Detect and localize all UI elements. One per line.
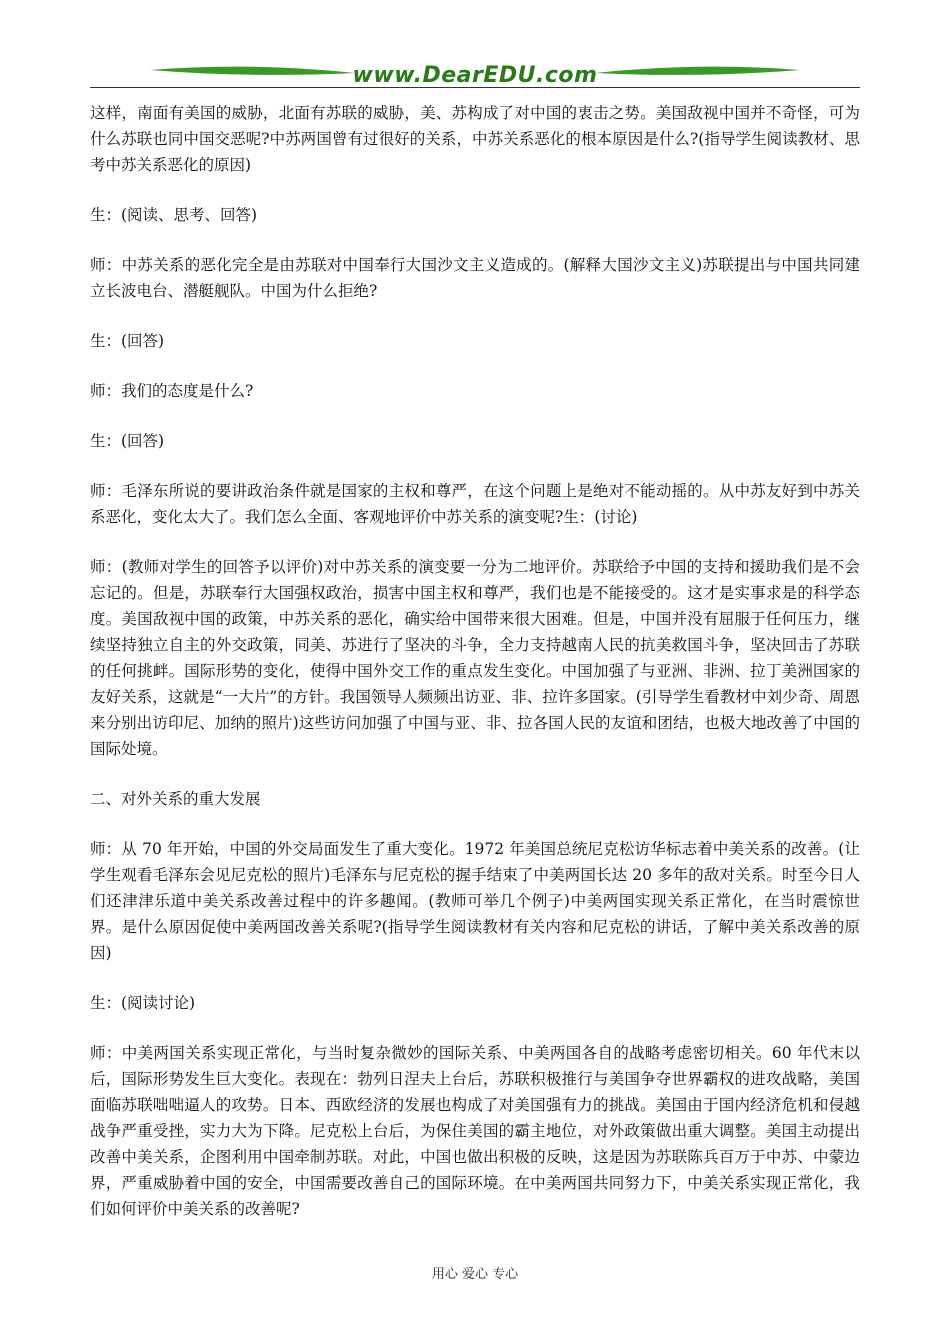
page-footer: 用心 爱心 专心 [431,1267,519,1282]
site-logo-text[interactable]: www.DearEDU.com [352,63,598,88]
paragraph-11: 生：(阅读讨论) [90,994,196,1012]
paragraph-6: 生：(回答) [90,432,165,450]
paragraph-5: 师：我们的态度是什么? [90,382,254,400]
paragraph-1: 这样，南面有美国的威胁，北面有苏联的威胁，美、苏构成了对中国的衷击之势。美国敌视中国并不奇怪，可为什么苏联也同中国交恶呢?中苏两国曾有过很好的关系，中苏关系恶化的根本原因是什么?(指导学生阅读教材、思考中苏关系恶化的原因) [90,104,860,174]
header-divider [90,87,860,88]
paragraph-2: 生：(阅读、思考、回答) [90,206,258,224]
paragraph-8: 师：(教师对学生的回答予以评价)对中苏关系的演变要一分为二地评价。苏联给予中国的支持和援助我们是不会忘记的。但是，苏联奉行大国强权政治，损害中国主权和尊严，我们也是不能接受的。这才是实事求是的科学态度。美国敌视中国的政策，中苏关系的恶化，确实给中国带来很大困难。但是，中国并没有屈服于任何压力，继续坚持独立自主的外交政策，同美、苏进行了坚决的斗争，全力支持越南人民的抗美救国斗争，坚决回击了苏联的任何挑衅。国际形势的变化，使得中国外交工作的重点发生变化。中国加强了与亚洲、非洲、拉丁美洲国家的友好关系，这就是“一大片”的方针。我国领导人频频出访亚、非、拉许多国家。(引导学生看教材中刘少奇、周恩来分别出访印尼、加纳的照片)这些访问加强了中国与亚、非、拉各国人民的友谊和团结，也极大地改善了中国的国际处境。 [90,558,860,758]
paragraph-3: 师：中苏关系的恶化完全是由苏联对中国奉行大国沙文主义造成的。(解释大国沙文主义)苏联提出与中国共同建立长波电台、潜艇舰队。中国为什么拒绝? [90,256,860,300]
paragraph-7: 师：毛泽东所说的要讲政治条件就是国家的主权和尊严，在这个问题上是绝对不能动摇的。从中苏友好到中苏关系恶化，变化太大了。我们怎么全面、客观地评价中苏关系的演变呢?生：(讨论) [90,482,860,526]
paragraph-4: 生：(回答) [90,332,165,350]
section-heading: 二、对外关系的重大发展 [90,790,261,808]
document-body [90,100,860,1246]
paragraph-12: 师：中美两国关系实现正常化，与当时复杂微妙的国际关系、中美两国各自的战略考虑密切相关。60 年代末以后，国际形势发生巨大变化。表现在：勃列日涅夫上台后，苏联积极推行与美国争夺世界霸权的进攻战略，美国面临苏联咄咄逼人的攻势。日本、西欧经济的发展也构成了对美国强有力的挑战。美国由于国内经济危机和侵越战争严重受挫，实力大为下降。尼克松上台后，为保住美国的霸主地位，对外政策做出重大调整。美国主动提出改善中美关系，企图利用中国牵制苏联。对此，中国也做出积极的反映，这是因为苏联陈兵百万于中苏、中蒙边界，严重威胁着中国的安全，中国需要改善自己的国际环境。在中美两国共同努力下，中美关系实现正常化，我们如何评价中美关系的改善呢? [90,1044,860,1218]
paragraph-10: 师：从 70 年开始，中国的外交局面发生了重大变化。1972 年美国总统尼克松访华标志着中美关系的改善。(让学生观看毛泽东会见尼克松的照片)毛泽东与尼克松的握手结束了中美两国长达 20 多年的敌对关系。时至今日人们还津津乐道中美关系改善过程中的许多趣闻。(教师可举几个例子)中美两国实现关系正常化，在当时震惊世界。是什么原因促使中美两国改善关系呢?(指导学生阅读教材有关内容和尼克松的讲话，了解中美关系改善的原因) [90,840,860,962]
page-header [0,0,950,95]
